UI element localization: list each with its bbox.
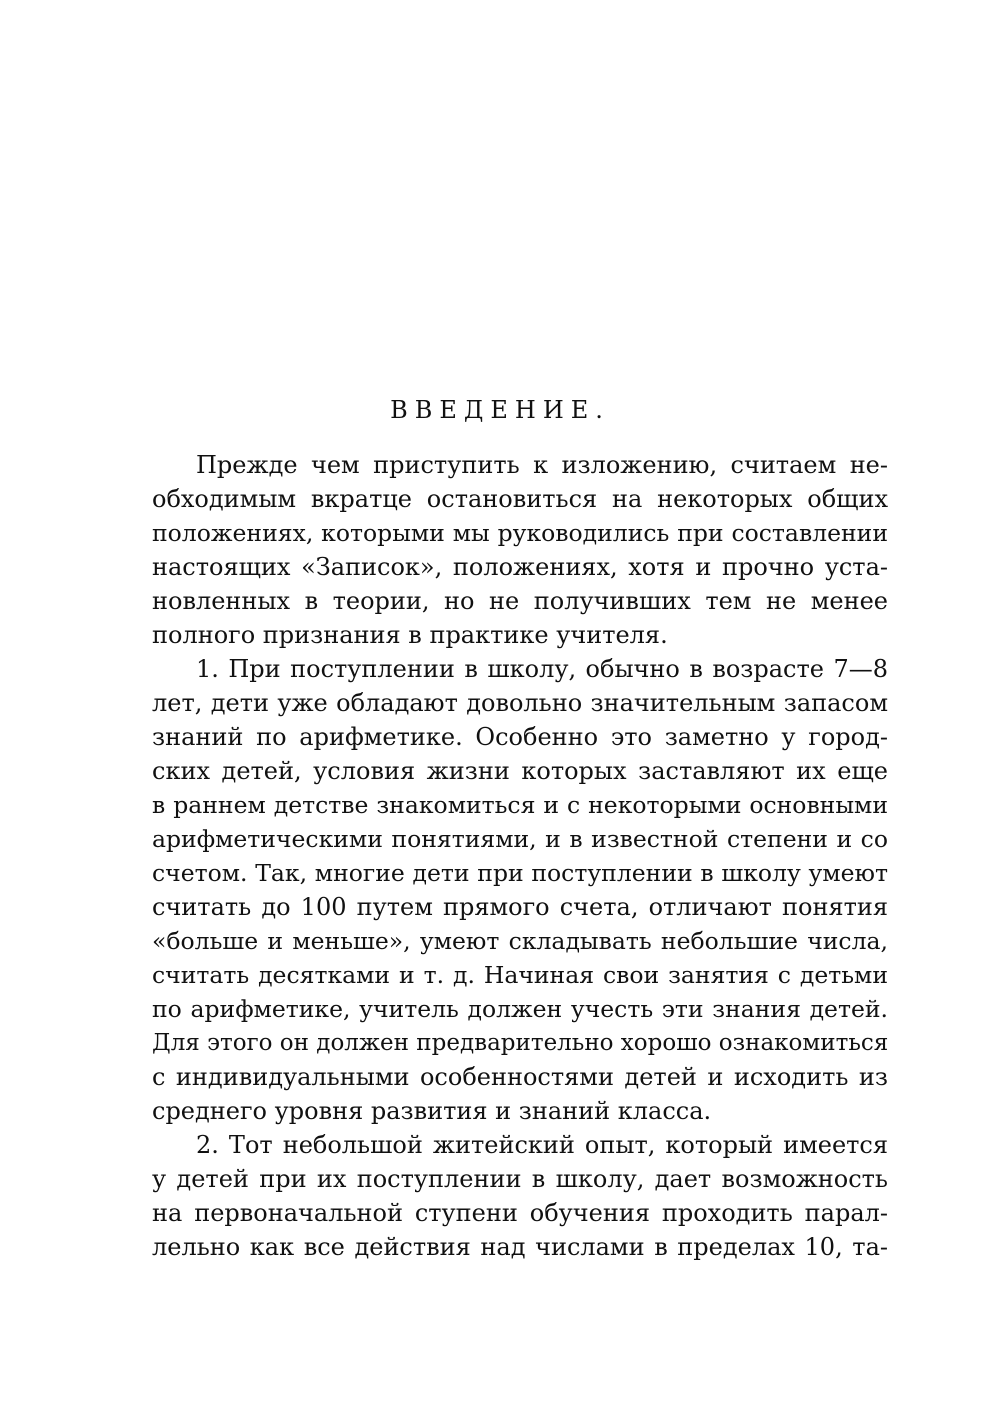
text-line: лет, дети уже обладают довольно значительным запасом xyxy=(152,689,888,717)
text-line: с индивидуальными особенностями детей и исходить из xyxy=(152,1063,888,1091)
text-line: лельно как все действия над числами в пределах 10, та- xyxy=(152,1233,888,1261)
text-line: новленных в теории, но не получивших тем не менее xyxy=(152,587,888,615)
text-line: полного признания в практике учителя. xyxy=(152,621,668,649)
text-line: положениях, которыми мы руководились при составлении xyxy=(152,519,888,547)
text-line: «больше и меньше», умеют складывать небольшие числа, xyxy=(152,927,888,955)
text-line: в раннем детстве знакомиться и с некоторыми основными xyxy=(152,791,888,819)
text-line: ских детей, условия жизни которых заставляют их еще xyxy=(152,757,888,785)
text-line: обходимым вкратце остановиться на некоторых общих xyxy=(152,485,888,513)
text-line: среднего уровня развития и знаний класса. xyxy=(152,1097,712,1125)
text-line: у детей при их поступлении в школу, дает возможность xyxy=(152,1165,888,1193)
text-line: считать до 100 путем прямого счета, отличают понятия xyxy=(152,893,888,921)
text-line: знаний по арифметике. Особенно это заметно у город- xyxy=(152,723,888,751)
text-line: арифметическими понятиями, и в известной степени и со xyxy=(152,825,888,853)
text-line: 2. Тот небольшой житейский опыт, который имеется xyxy=(196,1131,888,1159)
text-line: Прежде чем приступить к изложению, считаем не- xyxy=(196,451,888,479)
text-line: считать десятками и т. д. Начиная свои занятия с детьми xyxy=(152,961,888,989)
text-line: счетом. Так, многие дети при поступлении в школу умеют xyxy=(152,859,888,887)
text-line: 1. При поступлении в школу, обычно в возрасте 7—8 xyxy=(196,655,888,683)
text-line: на первоначальной ступени обучения проходить парал- xyxy=(152,1199,888,1227)
section-heading: ВВЕДЕНИЕ. xyxy=(390,396,610,424)
text-line: настоящих «Записок», положениях, хотя и прочно уста- xyxy=(152,553,888,581)
text-line: Для этого он должен предварительно хорошо ознакомиться xyxy=(152,1030,889,1056)
text-line: по арифметике, учитель должен учесть эти знания детей. xyxy=(152,995,888,1023)
